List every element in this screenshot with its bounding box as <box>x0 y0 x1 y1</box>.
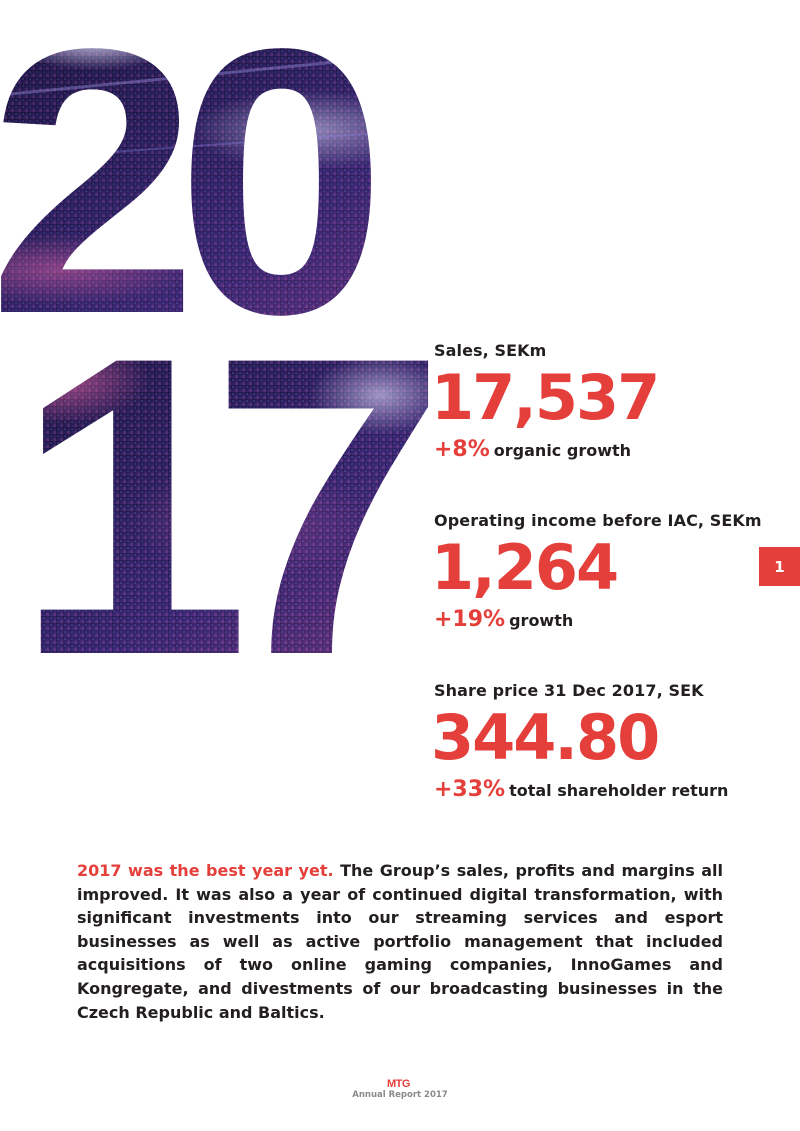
intro-body: The Group’s sales, profits and margins all improved. It was also a year of continued digital transformation, with significant investments into our streaming services and esport businesses as well as active portfolio management that included acquisitions of two online gaming companies, InnoGames and Kongregate, and divestments of our broadcasting businesses in the Czech Republic and Baltics. <box>77 861 724 1022</box>
metric-label: Sales, SEKm <box>434 341 547 360</box>
metric-change-value: +19% <box>434 607 506 632</box>
metric-change <box>434 607 573 632</box>
year-bottom-photo-fill <box>0 330 480 670</box>
metric-label: Share price 31 Dec 2017, SEK <box>434 681 704 700</box>
intro-lead: 2017 was the best year yet. <box>77 861 334 880</box>
metric-label: Operating income before IAC, SEKm <box>434 511 762 530</box>
metric-change <box>434 437 631 462</box>
page-number-tab: 1 <box>759 547 800 586</box>
year-top-photo-fill <box>0 0 560 330</box>
metric-change-value: +8% <box>434 437 490 462</box>
intro-paragraph <box>77 859 723 1024</box>
mtg-logo <box>387 1078 413 1088</box>
metric-change-text: total shareholder return <box>509 781 729 800</box>
metric-change-text: growth <box>509 611 574 630</box>
metric-value: 344.80 <box>431 701 659 774</box>
footer-caption: Annual Report 2017 <box>352 1090 448 1100</box>
svg-text:MTG: MTG <box>387 1078 410 1088</box>
metric-change-text: organic growth <box>493 441 632 460</box>
metric-value: 1,264 <box>431 531 618 604</box>
metric-change-value: +33% <box>434 777 506 802</box>
metric-value: 17,537 <box>431 361 659 434</box>
metric-change <box>434 777 728 802</box>
footer <box>300 1078 500 1100</box>
